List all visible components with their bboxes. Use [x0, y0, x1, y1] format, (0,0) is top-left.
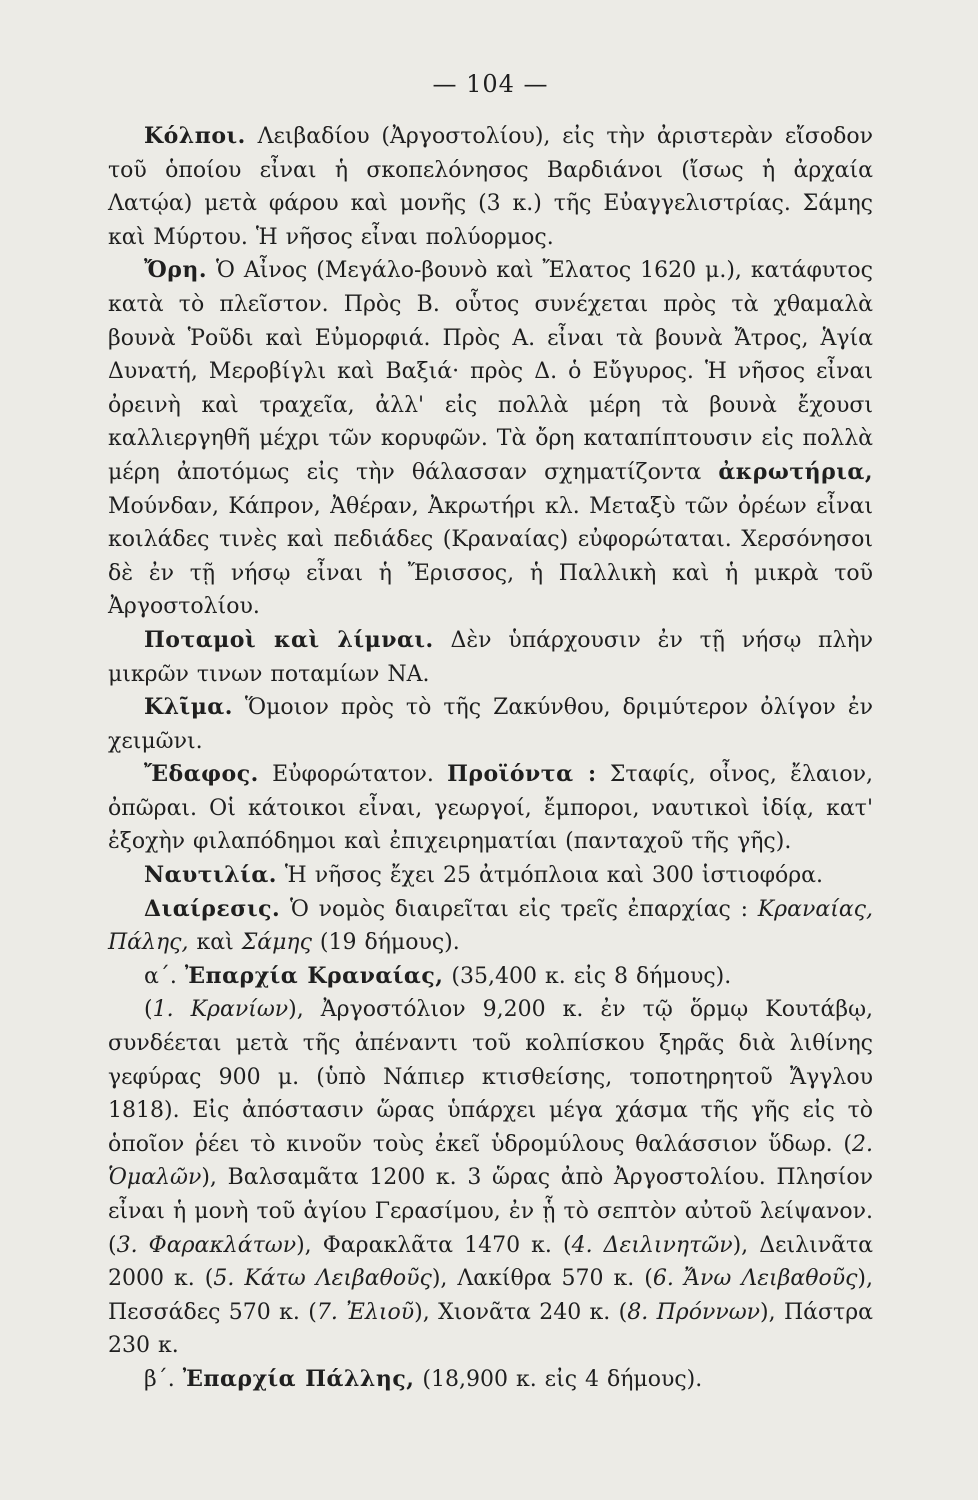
kranaia-deme-4: 4. Δειλινητῶν — [571, 1232, 733, 1258]
kranaia-text-8: ), Πάστρα 230 κ. — [108, 1299, 873, 1359]
text-rivers: Δὲν ὑπάρχουσιν ἐν τῇ νήσῳ πλὴν μικρῶν τινων ποταμίων ΝΑ. — [108, 627, 873, 687]
kranaia-text-5: ), Λακίθρα 570 κ. ( — [431, 1266, 653, 1292]
kranaia-deme-2: 2. Ὁμαλῶν — [108, 1131, 873, 1191]
section-kranaia-heading: Ἐπαρχία Κραναίας, — [184, 962, 444, 989]
kranaia-text-1: ), Ἀργοστόλιον 9,200 κ. ἐν τῷ ὅρμῳ Κουτάβῳ, συνδέεται μετὰ τῆς ἀπέναντι τοῦ κολπίσκου ξηρᾶς διὰ λιθίνης γεφύρας 900 μ. (ὑπὸ Νάπιερ κτισθείσης, τοποτηρητοῦ Ἄγγλου 1818). Εἰς ἀπόστασιν ὥρας ὑπάρχει μέγα χάσμα τῆς γῆς εἰς τὸ ὁποῖον ῥέει τὸ κινοῦν τοὺς ἐκεῖ ὑδρομύλους θαλάσσιον ὕδωρ. ( — [108, 997, 874, 1157]
page-number: — 104 — — [432, 70, 549, 98]
heading-capes: ἀκρωτήρια, — [718, 458, 873, 485]
heading-climate: Κλῖμα. — [144, 694, 233, 721]
kranaia-text-0: ( — [144, 997, 153, 1023]
kranaia-deme-8: 8. Πρόννων — [627, 1299, 761, 1325]
heading-products: Προϊόντα : — [447, 761, 597, 788]
text-shipping: Ἡ νῆσος ἔχει 25 ἀτμόπλοια καὶ 300 ἱστιοφόρα. — [276, 863, 824, 889]
kranaia-deme-7: 7. Ἐλιοῦ — [316, 1299, 415, 1325]
heading-division: Διαίρεσις. — [144, 895, 281, 922]
heading-soil: Ἔδαφος. — [144, 761, 259, 788]
kranaia-text-4: ), Δειλινᾶτα 2000 κ. ( — [108, 1232, 873, 1292]
kranaia-deme-3: 3. Φαρακλάτων — [116, 1232, 297, 1258]
section-palli-meta: (18,900 κ. εἰς 4 δήμους). — [414, 1366, 703, 1392]
kranaia-deme-1: 1. Κρανίων — [152, 997, 289, 1023]
section-palli-title — [108, 1363, 873, 1397]
section-kranaia-body — [108, 993, 873, 1363]
kranaia-text-6: ), Πεσσάδες 570 κ. ( — [108, 1266, 873, 1325]
paragraph-gulfs — [108, 120, 873, 254]
kranaia-deme-5: 5. Κάτω Λειβαθοῦς — [213, 1266, 432, 1292]
text-division-sami: Σάμης — [241, 930, 312, 956]
kranaia-text-7: ), Χιονᾶτα 240 κ. ( — [414, 1299, 628, 1325]
section-palli-number: β΄. — [144, 1366, 183, 1392]
text-climate: Ὅμοιον πρὸς τὸ τῆς Ζακύνθου, δριμύτερον ὀλίγον ἐν χειμῶνι. — [108, 695, 873, 754]
paragraph-shipping — [108, 859, 873, 893]
text-gulfs: Λειβαδίου (Ἀργοστολίου), εἰς τὴν ἀριστερὰν εἴσοδον τοῦ ὁποίου εἶναι ἡ σκοπελόνησος Βαρδιάνοι (ἴσως ἡ ἀρχαία Λατῴα) μετὰ φάρου καὶ μονῆς (3 κ.) τῆς Εὐαγγελιστρίας. Σάμης καὶ Μύρτου. Ἡ νῆσος εἶναι πολύορμος. — [108, 124, 873, 250]
text-division-and: καὶ — [188, 930, 242, 956]
text-capes: Μούνδαν, Κάπρον, Ἀθέραν, Ἀκρωτήρι κλ. Μεταξὺ τῶν ὀρέων εἶναι κοιλάδες τινὲς καὶ πεδιάδες (Κραναίας) εὐφορώταται. Χερσόνησοι δὲ ἐν τῇ νήσῳ εἶναι ἡ Ἔρισσος, ἡ Παλλικὴ καὶ ἡ μικρὰ τοῦ Ἀργοστολίου. — [108, 493, 873, 620]
paragraph-rivers — [108, 624, 873, 691]
heading-shipping: Ναυτιλία. — [144, 862, 277, 889]
section-kranaia-number: α΄. — [144, 963, 185, 989]
kranaia-text-2: ), Βαλσαμᾶτα 1200 κ. 3 ὥρας ἀπὸ Ἀργοστολίου. Πλησίον εἶναι ἡ μονὴ τοῦ ἁγίου Γερασίμου, ἐν ᾗ τὸ σεπτὸν αὐτοῦ λείψανον. ( — [108, 1165, 873, 1258]
kranaia-deme-6: 6. Ἄνω Λειβαθοῦς — [652, 1266, 858, 1292]
heading-gulfs: Κόλποι. — [144, 123, 246, 149]
paragraph-climate — [108, 691, 873, 758]
text-division-end: (19 δήμους). — [311, 930, 460, 956]
heading-rivers: Ποταμοὶ καὶ λίμναι. — [144, 626, 434, 653]
heading-mountains: Ὄρη. — [144, 257, 208, 284]
paragraph-soil — [108, 758, 873, 859]
text-products: Σταφίς, οἶνος, ἔλαιον, ὀπῶραι. Οἱ κάτοικοι εἶναι, γεωργοί, ἔμποροι, ναυτικοὶ ἰδίᾳ, κατ' ἐξοχὴν φιλαπόδημοι καὶ ἐπιχειρηματίαι (πανταχοῦ τῆς γῆς). — [108, 762, 873, 855]
text-division-provinces: Κραναίας, Πάλης, — [108, 896, 873, 956]
kranaia-text-3: ), Φαρακλᾶτα 1470 κ. ( — [296, 1232, 572, 1258]
paragraph-mountains — [108, 254, 873, 624]
section-kranaia-meta: (35,400 κ. εἰς 8 δήμους). — [443, 963, 732, 989]
text-mountains: Ὁ Αἶνος (Μεγάλο-βουνὸ καὶ Ἔλατος 1620 μ.), κατάφυτος κατὰ τὸ πλεῖστον. Πρὸς Β. οὗτος συνέχεται πρὸς τὰ χθαμαλὰ βουνὰ Ῥοῦδι καὶ Εὐμορφιά. Πρὸς Α. εἶναι τὰ βουνὰ Ἄτρος, Ἁγία Δυνατή, Μεροβίγλι καὶ Βαξιά· πρὸς Δ. ὁ Εὔγυρος. Ἡ νῆσος εἶναι ὀρεινὴ καὶ τραχεῖα, ἀλλ' εἰς πολλὰ μέρη τὰ βουνὰ ἔχουσι καλλιεργηθῆ μέχρι τῶν κορυφῶν. Τὰ ὄρη καταπίπτουσιν εἰς πολλὰ μέρη ἀποτόμως εἰς τὴν θάλασσαν σχηματίζοντα — [108, 258, 873, 485]
section-palli-heading: Ἐπαρχία Πάλλης, — [182, 1365, 415, 1392]
paragraph-division — [108, 893, 873, 960]
section-kranaia-title — [108, 960, 873, 994]
text-division: Ὁ νομὸς διαιρεῖται εἰς τρεῖς ἐπαρχίας : — [280, 896, 758, 922]
text-soil: Εὐφορώτατον. — [258, 762, 448, 788]
